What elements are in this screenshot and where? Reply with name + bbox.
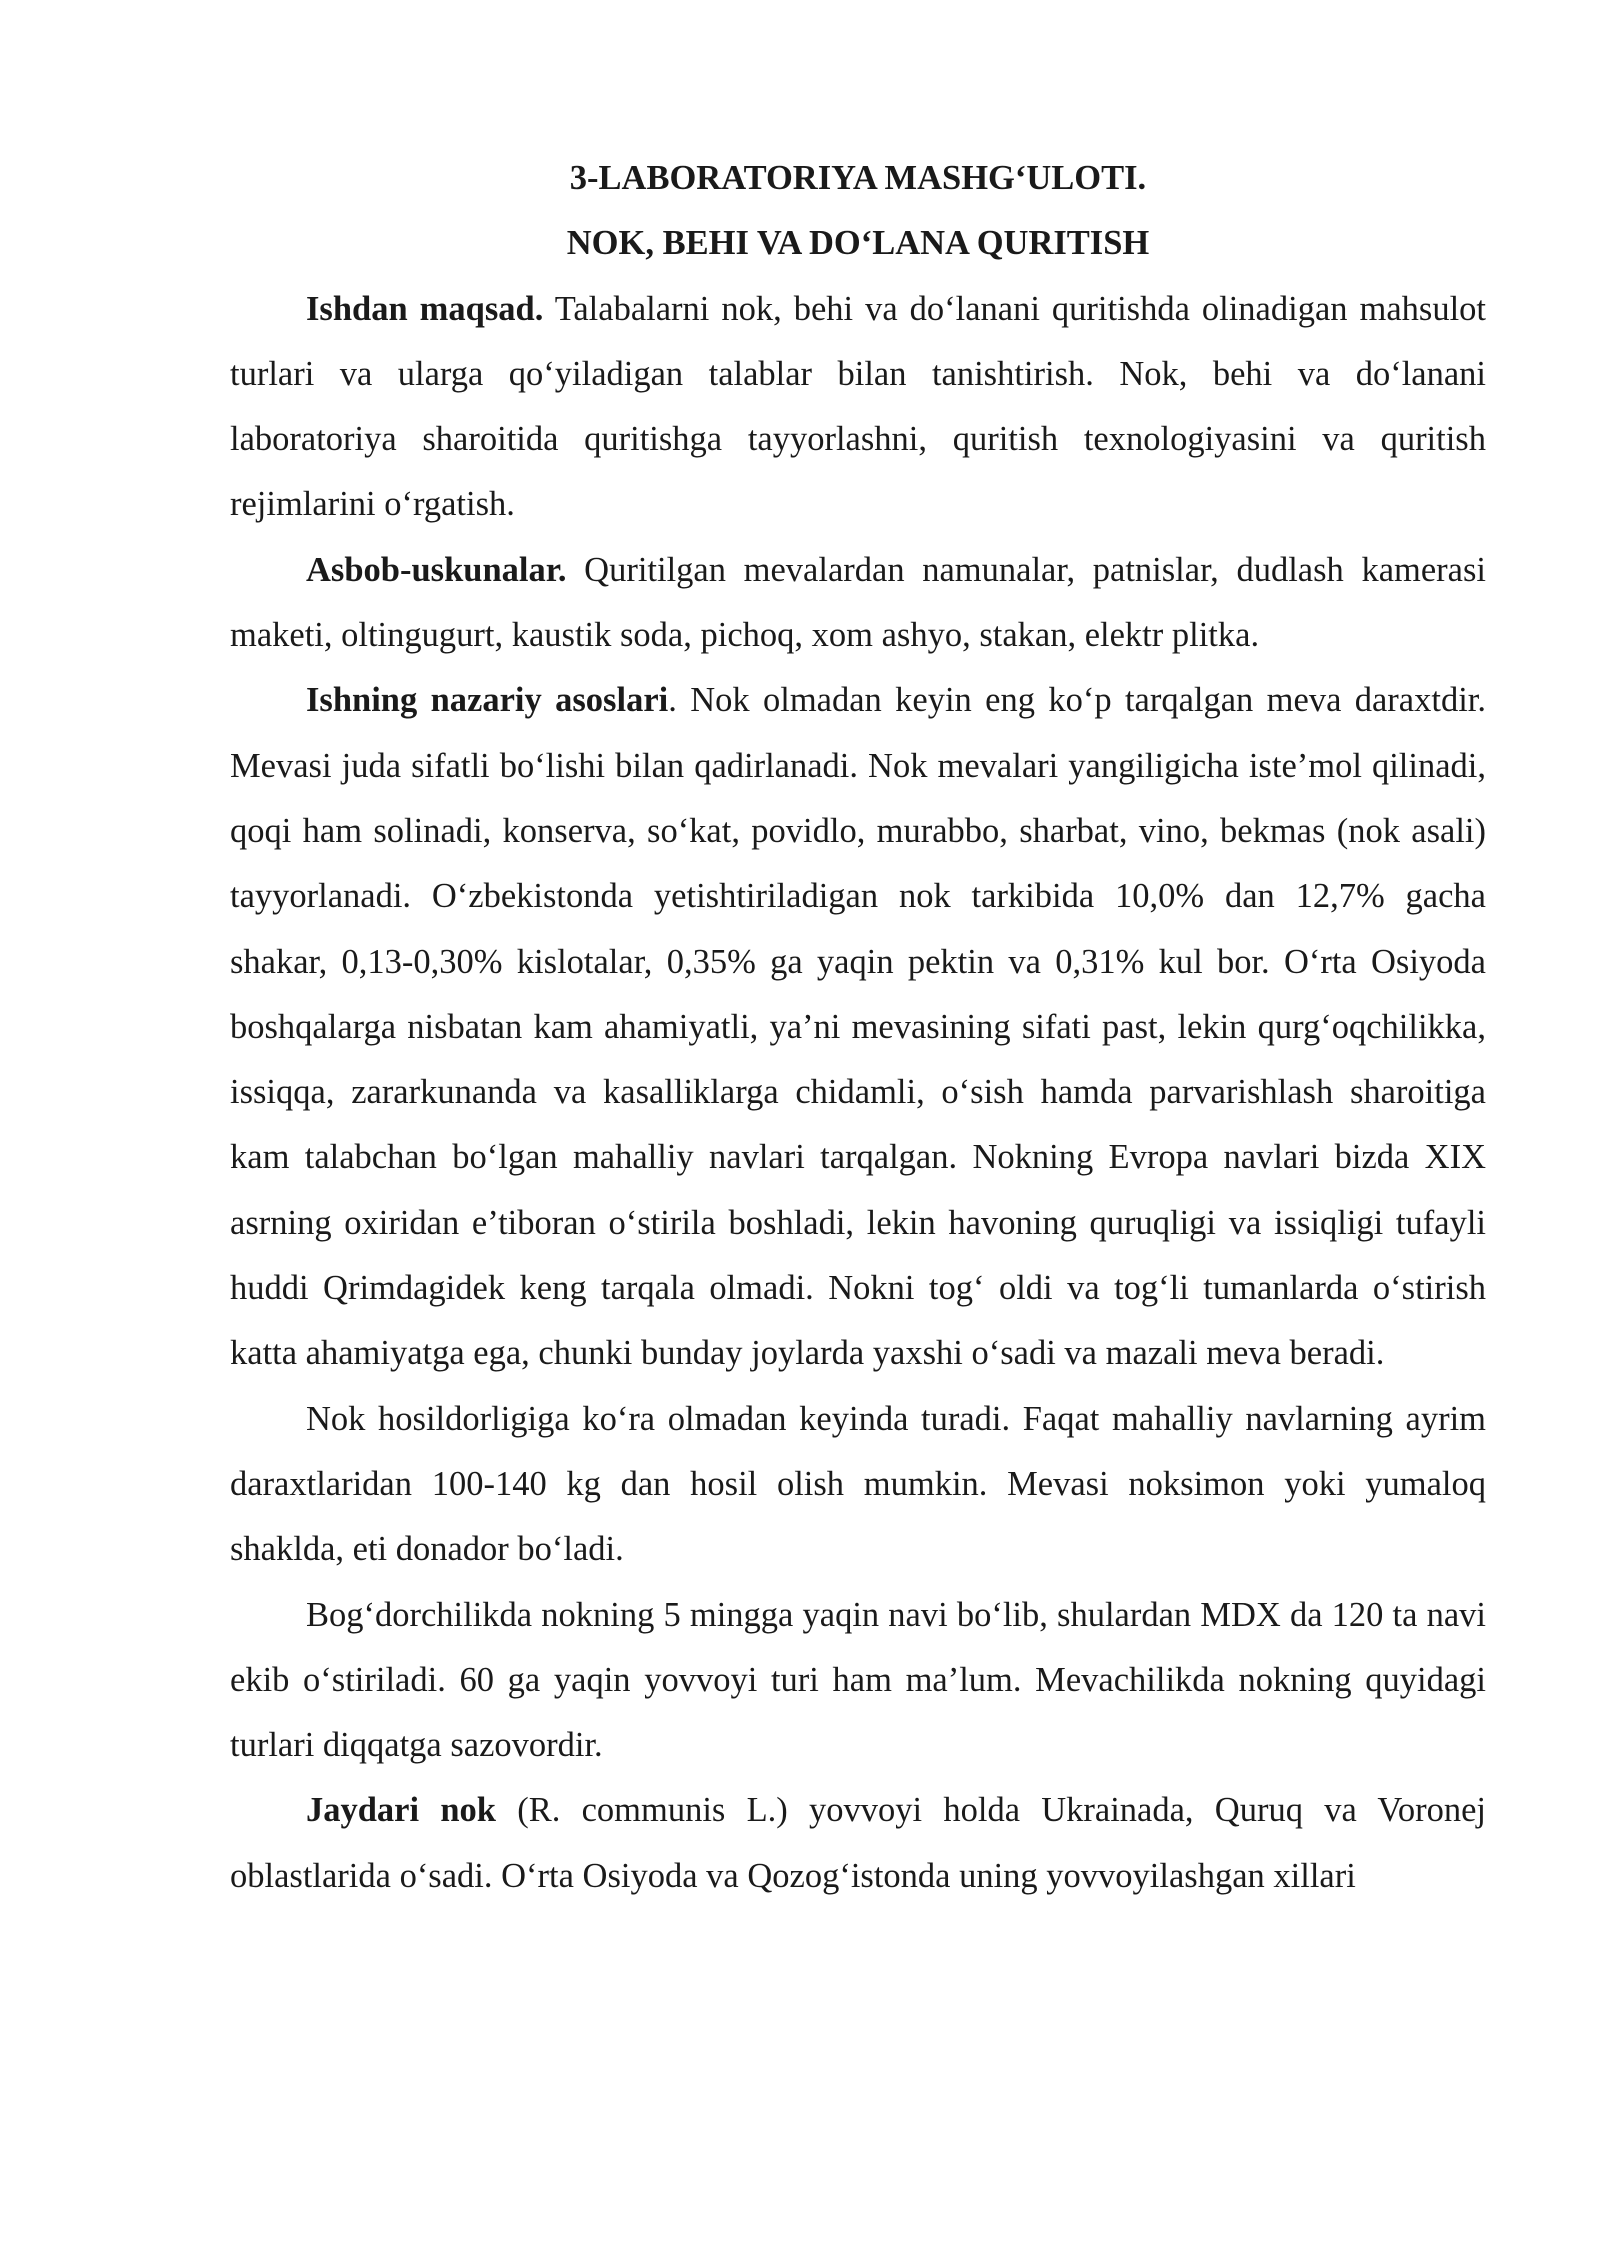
paragraph-varieties — [230, 1583, 1486, 1779]
paragraph-theory — [230, 668, 1486, 1386]
paragraph-yield — [230, 1387, 1486, 1583]
paragraph-text: Bog‘dorchilikda nokning 5 mingga yaqin navi bo‘lib, shulardan MDX da 120 ta navi ekib o‘stiriladi. 60 ga yaqin yovvoyi turi ham ma’lum. Mevachilikda nokning quyidagi turlari diqqatga sazovordir. — [230, 1595, 1486, 1765]
document-body — [230, 146, 1486, 1909]
paragraph-lead: Ishning nazariy asoslari — [306, 681, 669, 720]
paragraph-text: Nok olmadan keyin eng ko‘p tarqalgan meva daraxtdir. Mevasi juda sifatli bo‘lishi bilan qadirlanadi. Nok mevalari yangiligicha iste’mol qilinadi, qoqi ham solinadi, konserva, so‘kat, povidlo, murabbo, sharbat, vino, bekmas (nok asali) tayyorlanadi. O‘zbekistonda yetishtiriladigan nok tarkibida 10,0% dan 12,7% gacha shakar, 0,13-0,30% kislotalar, 0,35% ga yaqin pektin va 0,31% kul bor. O‘rta Osiyoda boshqalarga nisbatan kam ahamiyatli, ya’ni mevasining sifati past, lekin qurg‘oqchilikka, issiqqa, zararkunanda va kasalliklarga chidamli, o‘sish hamda parvarishlash sharoitiga kam talabchan bo‘lgan mahalliy navlari tarqalgan. Nokning Evropa navlari bizda XIX asrning oxiridan e’tiboran o‘stirila boshladi, lekin havoning quruqligi va issiqligi tufayli huddi Qrimdagidek keng tarqala olmadi. Nokni tog‘ oldi va tog‘li tumanlarda o‘stirish katta ahamiyatga ega, chunki bunday joylarda yaxshi o‘sadi va mazali meva beradi. — [230, 681, 1486, 1373]
paragraph-lead: Jaydari nok — [306, 1791, 496, 1830]
paragraph-purpose — [230, 277, 1486, 538]
paragraph-text: (R. communis L.) yovvoyi holda Ukrainada, Quruq va Voronej oblastlarida o‘sadi. O‘rta Osiyoda va Qozog‘istonda uning yovvoyilashgan xillari — [230, 1791, 1486, 1895]
paragraph-lead: Ishdan maqsad. — [306, 289, 544, 328]
paragraph-lead-suffix: . — [668, 681, 677, 720]
paragraph-common-pear — [230, 1778, 1486, 1909]
paragraph-equipment — [230, 538, 1486, 669]
paragraph-text: Talabalarni nok, behi va do‘lanani quritishda olinadigan mahsulot turlari va ularga qo‘yiladigan talablar bilan tanishtirish. Nok, behi va do‘lanani laboratoriya sharoitida quritishga tayyorlashni, quritish texnologiyasini va quritish rejimlarini o‘rgatish. — [230, 289, 1486, 524]
paragraph-lead: Asbob-uskunalar. — [306, 550, 567, 589]
paragraph-text: Quritilgan mevalardan namunalar, patnislar, dudlash kamerasi maketi, oltingugurt, kaustik soda, pichoq, xom ashyo, stakan, elektr plitka. — [230, 550, 1486, 655]
title-line-2: NOK, BEHI VA DO‘LANA QURITISH — [566, 224, 1150, 263]
paragraph-text: Nok hosildorligiga ko‘ra olmadan keyinda turadi. Faqat mahalliy navlarning ayrim daraxtlaridan 100-140 kg dan hosil olish mumkin. Mevasi noksimon yoki yumaloq shaklda, eti donador bo‘ladi. — [230, 1399, 1486, 1569]
title-line-1: 3-LABORATORIYA MASHG‘ULOTI. — [569, 159, 1147, 197]
